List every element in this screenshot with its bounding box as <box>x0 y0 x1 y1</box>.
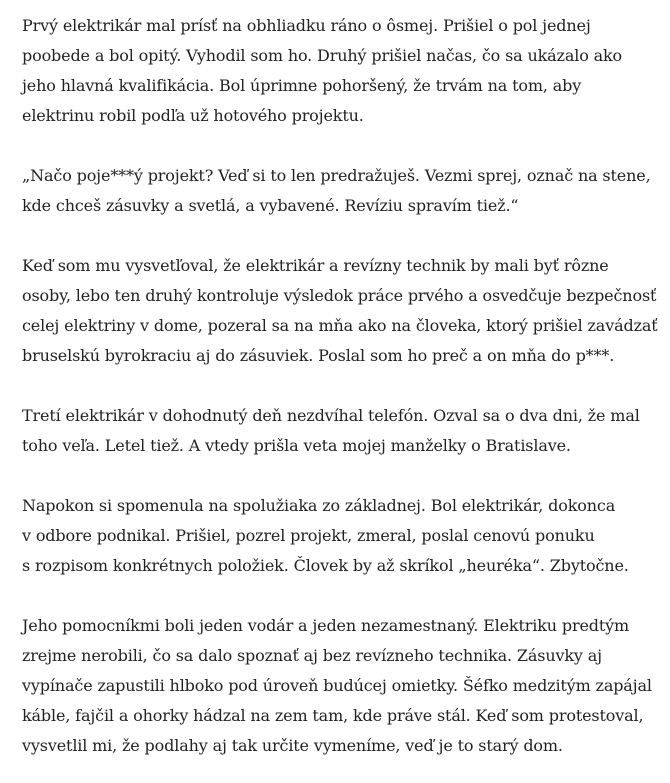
text-line: vysvetlil mi, že podlahy aj tak určite vymeníme, veď je to starý dom. <box>22 736 563 755</box>
text-line: elektrinu robil podľa už hotového projektu. <box>22 106 364 125</box>
text-line: vypínače zapustili hlboko pod úroveň budúcej omietky. Šéfko medzitým zapájal <box>22 676 652 695</box>
text-line: Napokon si spomenula na spolužiaka zo základnej. Bol elektrikár, dokonca <box>22 496 616 515</box>
text-line: s rozpisom konkrétnych položiek. Človek by až skríkol „heuréka“. Zbytočne. <box>22 556 629 575</box>
text-line: kde chceš zásuvky a svetlá, a vybavené. Revíziu spravím tiež.“ <box>22 196 519 215</box>
text-line: jeho hlavná kvalifikácia. Bol úprimne pohoršený, že trvám na tom, aby <box>22 76 582 95</box>
text-line: v odbore podnikal. Prišiel, pozrel projekt, zmeral, poslal cenovú ponuku <box>22 526 595 545</box>
text-line: celej elektriny v dome, pozeral sa na mňa ako na človeka, ktorý prišiel zavádzať <box>22 316 658 335</box>
text-line: osoby, lebo ten druhý kontroluje výsledok práce prvého a osvedčuje bezpečnosť <box>22 286 657 305</box>
text-line: Keď som mu vysvetľoval, že elektrikár a revízny technik by mali byť rôzne <box>22 256 609 275</box>
text-line: „Načo poje***ý projekt? Veď si to len predražuješ. Vezmi sprej, označ na stene, <box>22 166 651 185</box>
paragraph-2-quote <box>22 161 652 221</box>
paragraph-4 <box>22 401 652 461</box>
paragraph-3 <box>22 251 658 371</box>
text-line: Jeho pomocníkmi boli jeden vodár a jeden nezamestnaný. Elektriku predtým <box>22 616 630 635</box>
text-line: poobede a bol opitý. Vyhodil som ho. Druhý prišiel načas, čo sa ukázalo ako <box>22 46 623 65</box>
paragraph-5 <box>22 491 652 581</box>
text-line: káble, fajčil a ohorky hádzal na zem tam, kde práve stál. Keď som protestoval, <box>22 706 644 725</box>
text-line: bruselskú byrokraciu aj do zásuviek. Poslal som ho preč a on mňa do p***. <box>22 346 615 365</box>
text-line: Prvý elektrikár mal prísť na obhliadku ráno o ôsmej. Prišiel o pol jednej <box>22 16 591 35</box>
paragraph-1 <box>22 11 652 131</box>
text-line: zrejme nerobili, čo sa dalo spoznať aj bez revízneho technika. Zásuvky aj <box>22 646 602 665</box>
paragraph-6 <box>22 611 652 761</box>
text-line: toho veľa. Letel tiež. A vtedy prišla veta mojej manželky o Bratislave. <box>22 436 571 455</box>
text-line: Tretí elektrikár v dohodnutý deň nezdvíhal telefón. Ozval sa o dva dni, že mal <box>22 406 640 425</box>
